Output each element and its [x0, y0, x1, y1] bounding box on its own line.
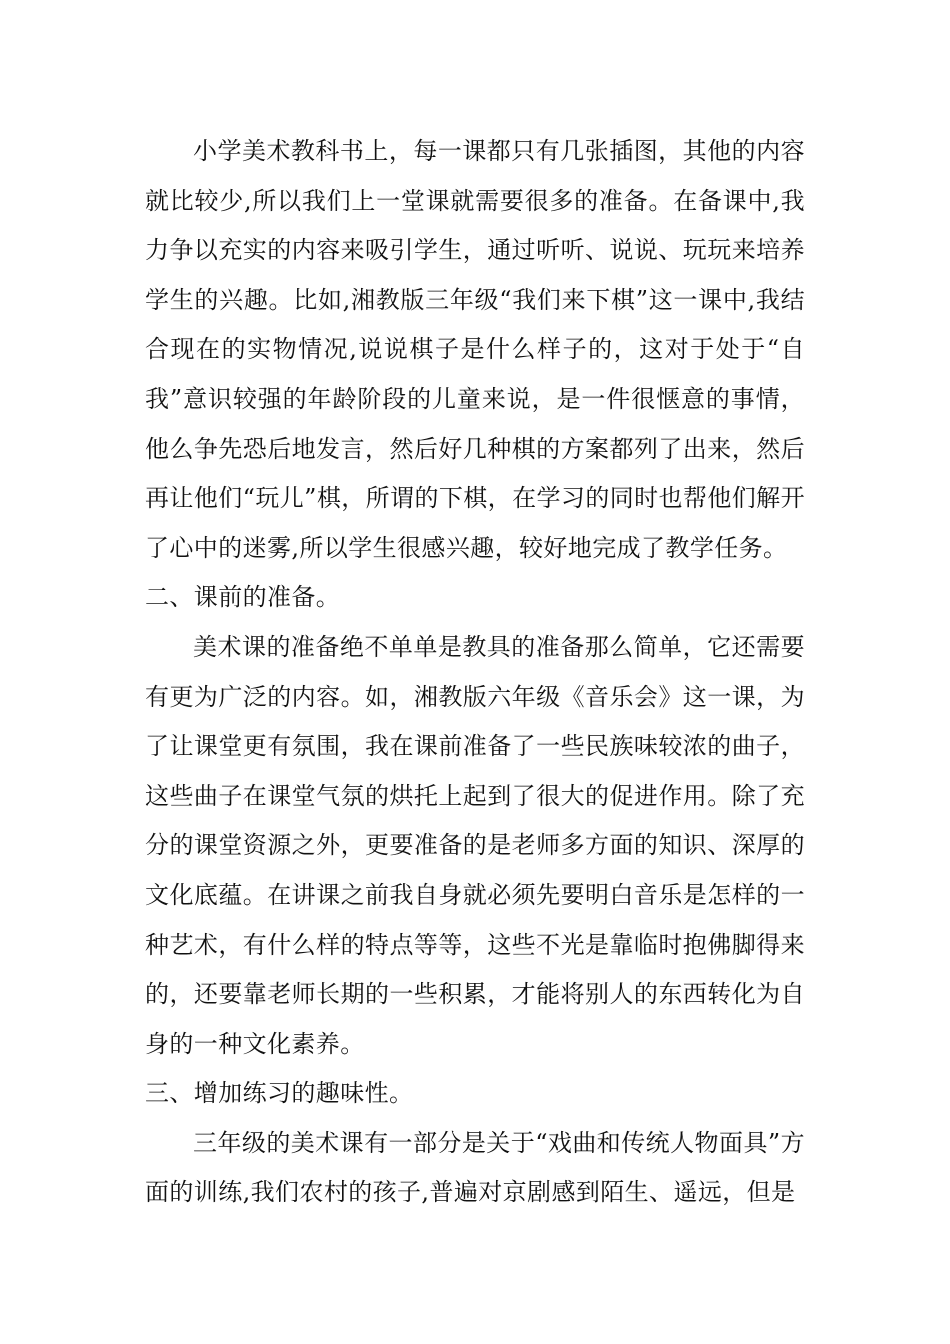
- paragraph-practice: 三年级的美术课有一部分是关于“戏曲和传统人物面具”方面的训练,我们农村的孩子,普遍对京剧感到陌生、遥远，但是: [145, 1128, 805, 1207]
- paragraph-preparation: 美术课的准备绝不单单是教具的准备那么简单，它还需要有更为广泛的内容。如，湘教版六年级《音乐会》这一课，为了让课堂更有氛围，我在课前准备了一些民族味较浓的曲子，这些曲子在课堂气氛的烘托上起到了很大的促进作用。除了充分的课堂资源之外，更要准备的是老师多方面的知识、深厚的文化底蕴。在讲课之前我自身就必须先要明白音乐是怎样的一种艺术，有什么样的特点等等，这些不光是靠临时抱佛脚得来的，还要靠老师长期的一些积累，才能将别人的东西转化为自身的一种文化素养。: [145, 632, 805, 1058]
- section-heading-preparation: 二、课前的准备。: [145, 583, 341, 612]
- paragraph-intro: 小学美术教科书上，每一课都只有几张插图，其他的内容就比较少,所以我们上一堂课就需要很多的准备。在备课中,我力争以充实的内容来吸引学生，通过听听、说说、玩玩来培养学生的兴趣。比如,湘教版三年级“我们来下棋”这一课中,我结合现在的实物情况,说说棋子是什么样子的，这对于处于“自我”意识较强的年龄阶段的儿童来说，是一件很惬意的事情，他么争先恐后地发言，然后好几种棋的方案都列了出来，然后再让他们“玩儿”棋，所谓的下棋，在学习的同时也帮他们解开了心中的迷雾,所以学生很感兴趣，较好地完成了教学任务。: [145, 137, 805, 562]
- section-heading-practice: 三、增加练习的趣味性。: [145, 1079, 414, 1108]
- document-body: [145, 127, 805, 1218]
